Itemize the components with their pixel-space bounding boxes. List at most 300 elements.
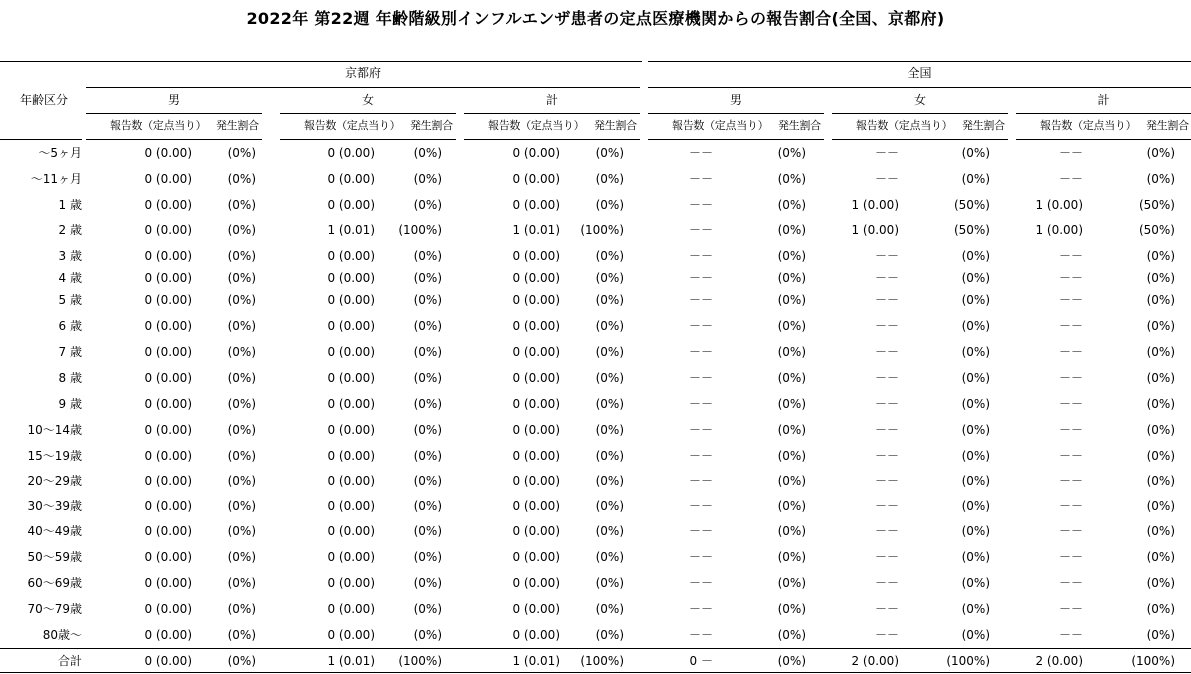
count-cell: 0 (0.00) [144,423,192,437]
count-cell: －－ [1058,172,1083,186]
rate-cell: (0%) [227,249,256,263]
row-age-label: 5 歳 [58,293,82,307]
rate-cell: (0%) [1146,576,1175,590]
count-cell: －－ [688,499,713,513]
rate-cell: (0%) [777,423,806,437]
rate-cell: (0%) [413,397,442,411]
count-cell: －－ [688,397,713,411]
count-cell: －－ [874,524,899,538]
rate-cell: (0%) [595,397,624,411]
rate-cell: (0%) [777,249,806,263]
row-age-label: 40～49歳 [27,524,82,538]
count-cell: －－ [1058,371,1083,385]
rate-cell: (0%) [777,449,806,463]
count-cell: －－ [1058,293,1083,307]
rate-cell: (0%) [961,628,990,642]
rate-cell: (0%) [777,524,806,538]
sex-group-rule [1016,113,1191,114]
count-cell: 1 (0.00) [1035,223,1083,237]
rate-cell: (0%) [227,271,256,285]
count-cell: －－ [688,249,713,263]
rate-cell: (0%) [961,271,990,285]
count-cell: －－ [1058,524,1083,538]
count-cell: －－ [874,474,899,488]
count-cell: 0 (0.00) [512,423,560,437]
count-cell: －－ [688,628,713,642]
rate-cell: (0%) [595,628,624,642]
subheader-rate: 発生割合 [216,119,259,132]
count-cell: －－ [688,371,713,385]
sex-header: 女 [913,93,926,107]
rate-cell: (0%) [227,550,256,564]
count-cell: 0 (0.00) [512,198,560,212]
count-cell: 0 (0.00) [327,293,375,307]
sex-header: 男 [729,93,742,107]
region-rule [648,87,1191,88]
subheader-rate: 発生割合 [410,119,453,132]
rate-cell: (0%) [413,524,442,538]
rate-cell: (0%) [595,146,624,160]
count-cell: 0 (0.00) [512,474,560,488]
rate-cell: (0%) [227,602,256,616]
count-cell: 0 (0.00) [512,293,560,307]
count-cell: 0 (0.00) [512,550,560,564]
rate-cell: (0%) [1146,602,1175,616]
rate-cell: (0%) [595,499,624,513]
rate-cell: (0%) [227,628,256,642]
rate-cell: (0%) [961,423,990,437]
sex-group-rule [280,113,456,114]
rate-cell: (0%) [413,576,442,590]
region-kyoto: 京都府 [344,66,381,80]
row-age-label: 1 歳 [58,198,82,212]
row-age-label: 15～19歳 [27,449,82,463]
rate-cell: (0%) [227,371,256,385]
rate-cell: (0%) [595,524,624,538]
row-age-label: 7 歳 [58,345,82,359]
rate-cell: (0%) [961,499,990,513]
row-age-label: 4 歳 [58,271,82,285]
count-cell: －－ [1058,345,1083,359]
total-top-rule [0,648,1191,649]
count-cell: －－ [688,172,713,186]
rate-cell: (0%) [961,293,990,307]
rate-cell: (0%) [413,319,442,333]
rate-cell: (0%) [595,474,624,488]
total-rate-cell: (0%) [777,654,806,668]
rate-cell: (0%) [1146,474,1175,488]
rate-cell: (0%) [1146,524,1175,538]
rate-cell: (0%) [961,474,990,488]
count-cell: －－ [688,602,713,616]
count-cell: －－ [688,345,713,359]
sex-header: 女 [361,93,374,107]
total-rate-cell: (100%) [946,654,990,668]
count-cell: 1 (0.01) [327,223,375,237]
total-rate-cell: (0%) [227,654,256,668]
age-header: 年齢区分 [19,93,68,107]
rate-cell: (0%) [413,146,442,160]
rate-cell: (0%) [413,293,442,307]
row-age-label: 2 歳 [58,223,82,237]
rate-cell: (0%) [777,146,806,160]
total-count-cell: 0 － [689,654,713,668]
row-age-label: ～11ヶ月 [30,172,82,186]
count-cell: －－ [874,345,899,359]
row-age-label: ～5ヶ月 [38,146,82,160]
subheader-count: 報告数（定点当り） [672,119,769,132]
rate-cell: (0%) [777,198,806,212]
count-cell: －－ [688,319,713,333]
rate-cell: (0%) [227,499,256,513]
rate-cell: (50%) [1138,198,1175,212]
subheader-rule [86,139,262,140]
subheader-count: 報告数（定点当り） [304,119,401,132]
rate-cell: (0%) [1146,293,1175,307]
rate-cell: (0%) [595,293,624,307]
count-cell: －－ [874,271,899,285]
rate-cell: (0%) [961,397,990,411]
sex-header: 計 [545,93,558,107]
count-cell: 0 (0.00) [512,271,560,285]
count-cell: 0 (0.00) [327,319,375,333]
count-cell: 0 (0.00) [327,271,375,285]
rate-cell: (0%) [777,271,806,285]
rate-cell: (0%) [595,576,624,590]
count-cell: －－ [1058,550,1083,564]
count-cell: －－ [1058,319,1083,333]
sex-group-rule [648,113,824,114]
subheader-count: 報告数（定点当り） [488,119,585,132]
rate-cell: (0%) [227,474,256,488]
rate-cell: (0%) [595,249,624,263]
count-cell: 0 (0.00) [144,499,192,513]
rate-cell: (0%) [595,198,624,212]
count-cell: －－ [874,371,899,385]
rate-cell: (0%) [595,423,624,437]
rate-cell: (0%) [595,319,624,333]
row-age-label: 3 歳 [58,249,82,263]
count-cell: 1 (0.00) [851,223,899,237]
count-cell: 0 (0.00) [512,602,560,616]
rate-cell: (0%) [227,524,256,538]
rate-cell: (0%) [227,293,256,307]
rate-cell: (0%) [413,198,442,212]
region-national: 全国 [907,66,932,80]
count-cell: 0 (0.00) [327,345,375,359]
count-cell: 0 (0.00) [327,524,375,538]
subheader-rule [0,139,82,140]
rate-cell: (0%) [1146,499,1175,513]
total-rate-cell: (100%) [580,654,624,668]
rate-cell: (0%) [1146,172,1175,186]
rate-cell: (0%) [961,449,990,463]
rate-cell: (0%) [777,371,806,385]
count-cell: －－ [1058,249,1083,263]
rate-cell: (0%) [413,172,442,186]
rate-cell: (0%) [227,576,256,590]
count-cell: －－ [688,146,713,160]
count-cell: －－ [1058,423,1083,437]
rate-cell: (0%) [1146,146,1175,160]
rate-cell: (0%) [413,371,442,385]
rate-cell: (0%) [413,249,442,263]
count-cell: －－ [688,524,713,538]
rate-cell: (0%) [595,172,624,186]
count-cell: 0 (0.00) [144,524,192,538]
rate-cell: (0%) [777,499,806,513]
count-cell: 0 (0.00) [327,423,375,437]
total-count-cell: 2 (0.00) [1035,654,1083,668]
count-cell: －－ [688,198,713,212]
rate-cell: (0%) [961,172,990,186]
rate-cell: (0%) [1146,397,1175,411]
row-age-label: 80歳～ [42,628,82,642]
row-age-label: 9 歳 [58,397,82,411]
count-cell: －－ [688,449,713,463]
count-cell: －－ [1058,576,1083,590]
count-cell: 0 (0.00) [512,249,560,263]
rate-cell: (0%) [777,602,806,616]
count-cell: 0 (0.00) [327,397,375,411]
count-cell: 1 (0.00) [1035,198,1083,212]
rate-cell: (50%) [1138,223,1175,237]
total-bottom-rule [0,672,1191,673]
count-cell: －－ [874,602,899,616]
count-cell: 0 (0.00) [144,319,192,333]
rate-cell: (0%) [227,319,256,333]
rate-cell: (0%) [595,371,624,385]
count-cell: －－ [1058,499,1083,513]
rate-cell: (100%) [398,223,442,237]
rate-cell: (0%) [413,423,442,437]
subheader-rate: 発生割合 [778,119,821,132]
rate-cell: (0%) [413,499,442,513]
count-cell: 0 (0.00) [144,293,192,307]
count-cell: 0 (0.00) [327,474,375,488]
count-cell: 0 (0.00) [512,319,560,333]
count-cell: －－ [874,293,899,307]
count-cell: －－ [1058,449,1083,463]
count-cell: 0 (0.00) [512,628,560,642]
count-cell: －－ [874,499,899,513]
row-age-label: 60～69歳 [27,576,82,590]
count-cell: 0 (0.00) [144,198,192,212]
subheader-rule [1016,139,1191,140]
sex-header: 男 [167,93,180,107]
count-cell: 0 (0.00) [327,499,375,513]
rate-cell: (0%) [227,146,256,160]
rate-cell: (0%) [777,319,806,333]
count-cell: －－ [874,249,899,263]
sex-group-rule [86,113,262,114]
count-cell: －－ [874,146,899,160]
rate-cell: (0%) [777,293,806,307]
rate-cell: (0%) [595,449,624,463]
count-cell: －－ [874,628,899,642]
count-cell: 0 (0.00) [144,602,192,616]
rate-cell: (0%) [961,319,990,333]
count-cell: 0 (0.00) [327,550,375,564]
rate-cell: (0%) [777,474,806,488]
rate-cell: (0%) [777,397,806,411]
rate-cell: (0%) [961,602,990,616]
region-rule [86,87,640,88]
rate-cell: (0%) [1146,449,1175,463]
total-count-cell: 0 (0.00) [144,654,192,668]
sex-header: 計 [1097,93,1110,107]
rate-cell: (0%) [413,345,442,359]
header-top-rule [648,61,1191,62]
count-cell: 0 (0.00) [144,371,192,385]
sex-group-rule [464,113,640,114]
rate-cell: (0%) [595,602,624,616]
total-count-cell: 1 (0.01) [327,654,375,668]
count-cell: 0 (0.00) [144,449,192,463]
count-cell: －－ [874,550,899,564]
rate-cell: (0%) [227,198,256,212]
count-cell: 0 (0.00) [144,345,192,359]
rate-cell: (0%) [777,345,806,359]
count-cell: －－ [1058,628,1083,642]
subheader-count: 報告数（定点当り） [856,119,953,132]
count-cell: －－ [688,423,713,437]
row-age-label: 10～14歳 [27,423,82,437]
rate-cell: (100%) [580,223,624,237]
count-cell: －－ [1058,397,1083,411]
count-cell: 0 (0.00) [512,345,560,359]
subheader-count: 報告数（定点当り） [110,119,207,132]
subheader-rule [280,139,456,140]
count-cell: 0 (0.00) [512,371,560,385]
count-cell: 0 (0.00) [144,223,192,237]
count-cell: 0 (0.00) [327,371,375,385]
rate-cell: (0%) [961,249,990,263]
rate-cell: (0%) [1146,628,1175,642]
count-cell: 0 (0.00) [512,172,560,186]
rate-cell: (0%) [413,628,442,642]
count-cell: 0 (0.00) [512,449,560,463]
rate-cell: (0%) [227,423,256,437]
count-cell: －－ [688,550,713,564]
rate-cell: (0%) [413,449,442,463]
count-cell: －－ [874,423,899,437]
row-age-label: 30～39歳 [27,499,82,513]
count-cell: 0 (0.00) [144,172,192,186]
rate-cell: (0%) [227,449,256,463]
row-age-label: 20～29歳 [27,474,82,488]
rate-cell: (0%) [227,223,256,237]
total-rate-cell: (100%) [398,654,442,668]
count-cell: 0 (0.00) [327,602,375,616]
subheader-count: 報告数（定点当り） [1040,119,1137,132]
count-cell: －－ [688,223,713,237]
count-cell: 0 (0.00) [144,271,192,285]
count-cell: 0 (0.00) [512,499,560,513]
subheader-rate: 発生割合 [962,119,1005,132]
page-title: 2022年 第22週 年齢階級別インフルエンザ患者の定点医療機関からの報告割合(全国、京都府) [246,9,945,28]
rate-cell: (0%) [777,223,806,237]
rate-cell: (0%) [1146,423,1175,437]
row-age-label: 70～79歳 [27,602,82,616]
rate-cell: (0%) [227,397,256,411]
header-top-rule [0,61,642,62]
rate-cell: (0%) [1146,345,1175,359]
rate-cell: (0%) [413,271,442,285]
rate-cell: (0%) [1146,319,1175,333]
count-cell: 0 (0.00) [327,172,375,186]
rate-cell: (0%) [1146,249,1175,263]
rate-cell: (0%) [777,550,806,564]
count-cell: 0 (0.00) [144,628,192,642]
count-cell: 0 (0.00) [144,397,192,411]
rate-cell: (0%) [961,576,990,590]
count-cell: －－ [874,449,899,463]
count-cell: 0 (0.00) [144,146,192,160]
rate-cell: (0%) [413,602,442,616]
count-cell: 0 (0.00) [512,576,560,590]
count-cell: －－ [688,474,713,488]
count-cell: 1 (0.01) [512,223,560,237]
count-cell: 0 (0.00) [327,146,375,160]
count-cell: 0 (0.00) [327,449,375,463]
count-cell: －－ [1058,474,1083,488]
count-cell: 0 (0.00) [327,249,375,263]
count-cell: －－ [874,576,899,590]
rate-cell: (0%) [595,271,624,285]
rate-cell: (0%) [961,345,990,359]
row-age-label: 50～59歳 [27,550,82,564]
count-cell: －－ [874,397,899,411]
rate-cell: (0%) [777,628,806,642]
rate-cell: (0%) [961,524,990,538]
count-cell: －－ [1058,271,1083,285]
total-rate-cell: (100%) [1131,654,1175,668]
rate-cell: (0%) [1146,371,1175,385]
count-cell: 1 (0.00) [851,198,899,212]
total-count-cell: 2 (0.00) [851,654,899,668]
rate-cell: (0%) [777,576,806,590]
count-cell: －－ [874,319,899,333]
rate-cell: (0%) [413,474,442,488]
rate-cell: (0%) [777,172,806,186]
row-age-label: 6 歳 [58,319,82,333]
rate-cell: (0%) [961,550,990,564]
count-cell: 0 (0.00) [144,576,192,590]
count-cell: 0 (0.00) [327,576,375,590]
subheader-rate: 発生割合 [594,119,637,132]
count-cell: 0 (0.00) [512,146,560,160]
subheader-rule [648,139,824,140]
rate-cell: (0%) [227,345,256,359]
rate-cell: (0%) [227,172,256,186]
count-cell: －－ [1058,602,1083,616]
count-cell: 0 (0.00) [327,198,375,212]
total-label: 合計 [57,654,82,668]
count-cell: 0 (0.00) [512,524,560,538]
count-cell: 0 (0.00) [512,397,560,411]
rate-cell: (0%) [961,371,990,385]
row-age-label: 8 歳 [58,371,82,385]
count-cell: 0 (0.00) [144,474,192,488]
count-cell: －－ [874,172,899,186]
rate-cell: (50%) [953,198,990,212]
rate-cell: (50%) [953,223,990,237]
count-cell: －－ [688,271,713,285]
count-cell: －－ [1058,146,1083,160]
subheader-rate: 発生割合 [1146,119,1189,132]
count-cell: 0 (0.00) [144,249,192,263]
